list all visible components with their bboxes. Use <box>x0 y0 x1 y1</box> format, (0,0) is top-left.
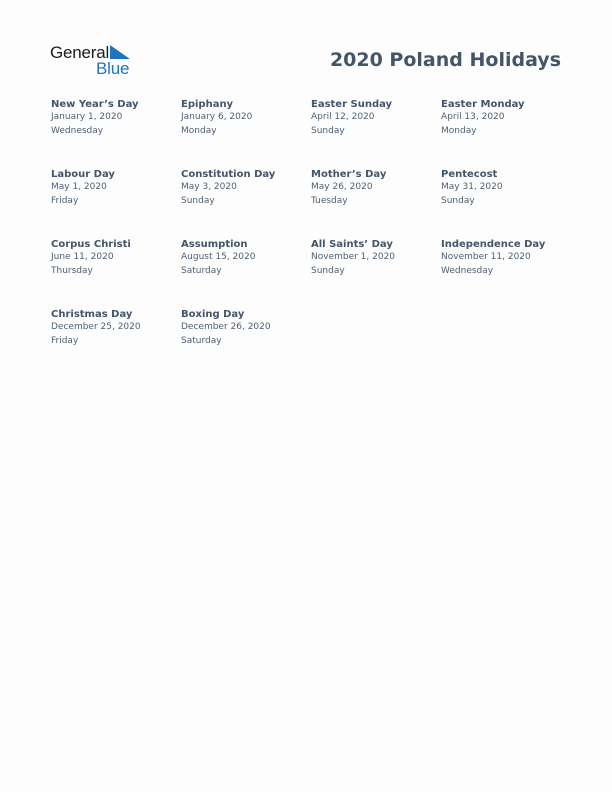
holiday-name: Easter Sunday <box>311 99 393 110</box>
holiday-weekday: Wednesday <box>441 265 494 276</box>
holiday-weekday: Monday <box>181 125 217 136</box>
holiday-date: May 31, 2020 <box>441 182 503 192</box>
holiday-date: May 26, 2020 <box>311 182 373 192</box>
holiday-weekday: Saturday <box>181 335 222 346</box>
holiday-item <box>181 168 306 208</box>
holiday-name: All Saints’ Day <box>311 239 393 250</box>
holiday-weekday: Sunday <box>311 265 345 276</box>
holiday-weekday: Sunday <box>311 125 345 136</box>
holiday-date: December 26, 2020 <box>181 322 271 332</box>
holiday-weekday: Friday <box>51 335 79 346</box>
holiday-item <box>181 238 306 278</box>
holiday-item <box>311 168 436 208</box>
holiday-weekday: Tuesday <box>311 195 348 206</box>
holiday-date: November 1, 2020 <box>311 252 396 262</box>
holiday-item <box>51 238 176 278</box>
holiday-date: April 13, 2020 <box>441 112 505 122</box>
holiday-name: Christmas Day <box>51 309 133 320</box>
holiday-date: May 3, 2020 <box>181 182 237 192</box>
holiday-weekday: Thursday <box>51 265 93 276</box>
holiday-name: Epiphany <box>181 99 234 110</box>
holiday-item <box>181 308 306 348</box>
holiday-name: Pentecost <box>441 169 498 180</box>
holiday-item <box>311 98 436 138</box>
triangle-flag-icon <box>110 45 130 59</box>
holiday-name: Labour Day <box>51 169 115 180</box>
holiday-name: Assumption <box>181 239 248 250</box>
holiday-item <box>51 98 176 138</box>
holiday-date: May 1, 2020 <box>51 182 107 192</box>
generalblue-logo <box>50 43 140 79</box>
holiday-date: August 15, 2020 <box>181 252 256 262</box>
holiday-date: April 12, 2020 <box>311 112 375 122</box>
holiday-name: Boxing Day <box>181 309 245 320</box>
logo-word-blue: Blue <box>96 59 130 78</box>
holiday-date: November 11, 2020 <box>441 252 531 262</box>
holiday-weekday: Sunday <box>181 195 215 206</box>
holiday-date: January 6, 2020 <box>181 112 253 122</box>
holiday-name: New Year’s Day <box>51 99 139 110</box>
holiday-name: Independence Day <box>441 239 546 250</box>
page-title: 2020 Poland Holidays <box>329 49 561 71</box>
holiday-name: Easter Monday <box>441 99 525 110</box>
holiday-name: Corpus Christi <box>51 239 131 250</box>
holiday-weekday: Friday <box>51 195 79 206</box>
logo-word-general: General <box>50 43 110 62</box>
holiday-weekday: Monday <box>441 125 477 136</box>
holiday-name: Constitution Day <box>181 169 276 180</box>
holiday-name: Mother’s Day <box>311 169 387 180</box>
holiday-item <box>311 238 436 278</box>
holiday-weekday: Sunday <box>441 195 475 206</box>
holiday-date: January 1, 2020 <box>51 112 123 122</box>
holiday-item <box>51 168 176 208</box>
holiday-item <box>441 238 566 278</box>
holiday-date: December 25, 2020 <box>51 322 141 332</box>
holiday-item <box>51 308 176 348</box>
holiday-item <box>441 98 566 138</box>
holiday-item <box>441 168 566 208</box>
holiday-weekday: Wednesday <box>51 125 104 136</box>
holiday-date: June 11, 2020 <box>51 252 114 262</box>
holiday-weekday: Saturday <box>181 265 222 276</box>
holiday-item <box>181 98 306 138</box>
